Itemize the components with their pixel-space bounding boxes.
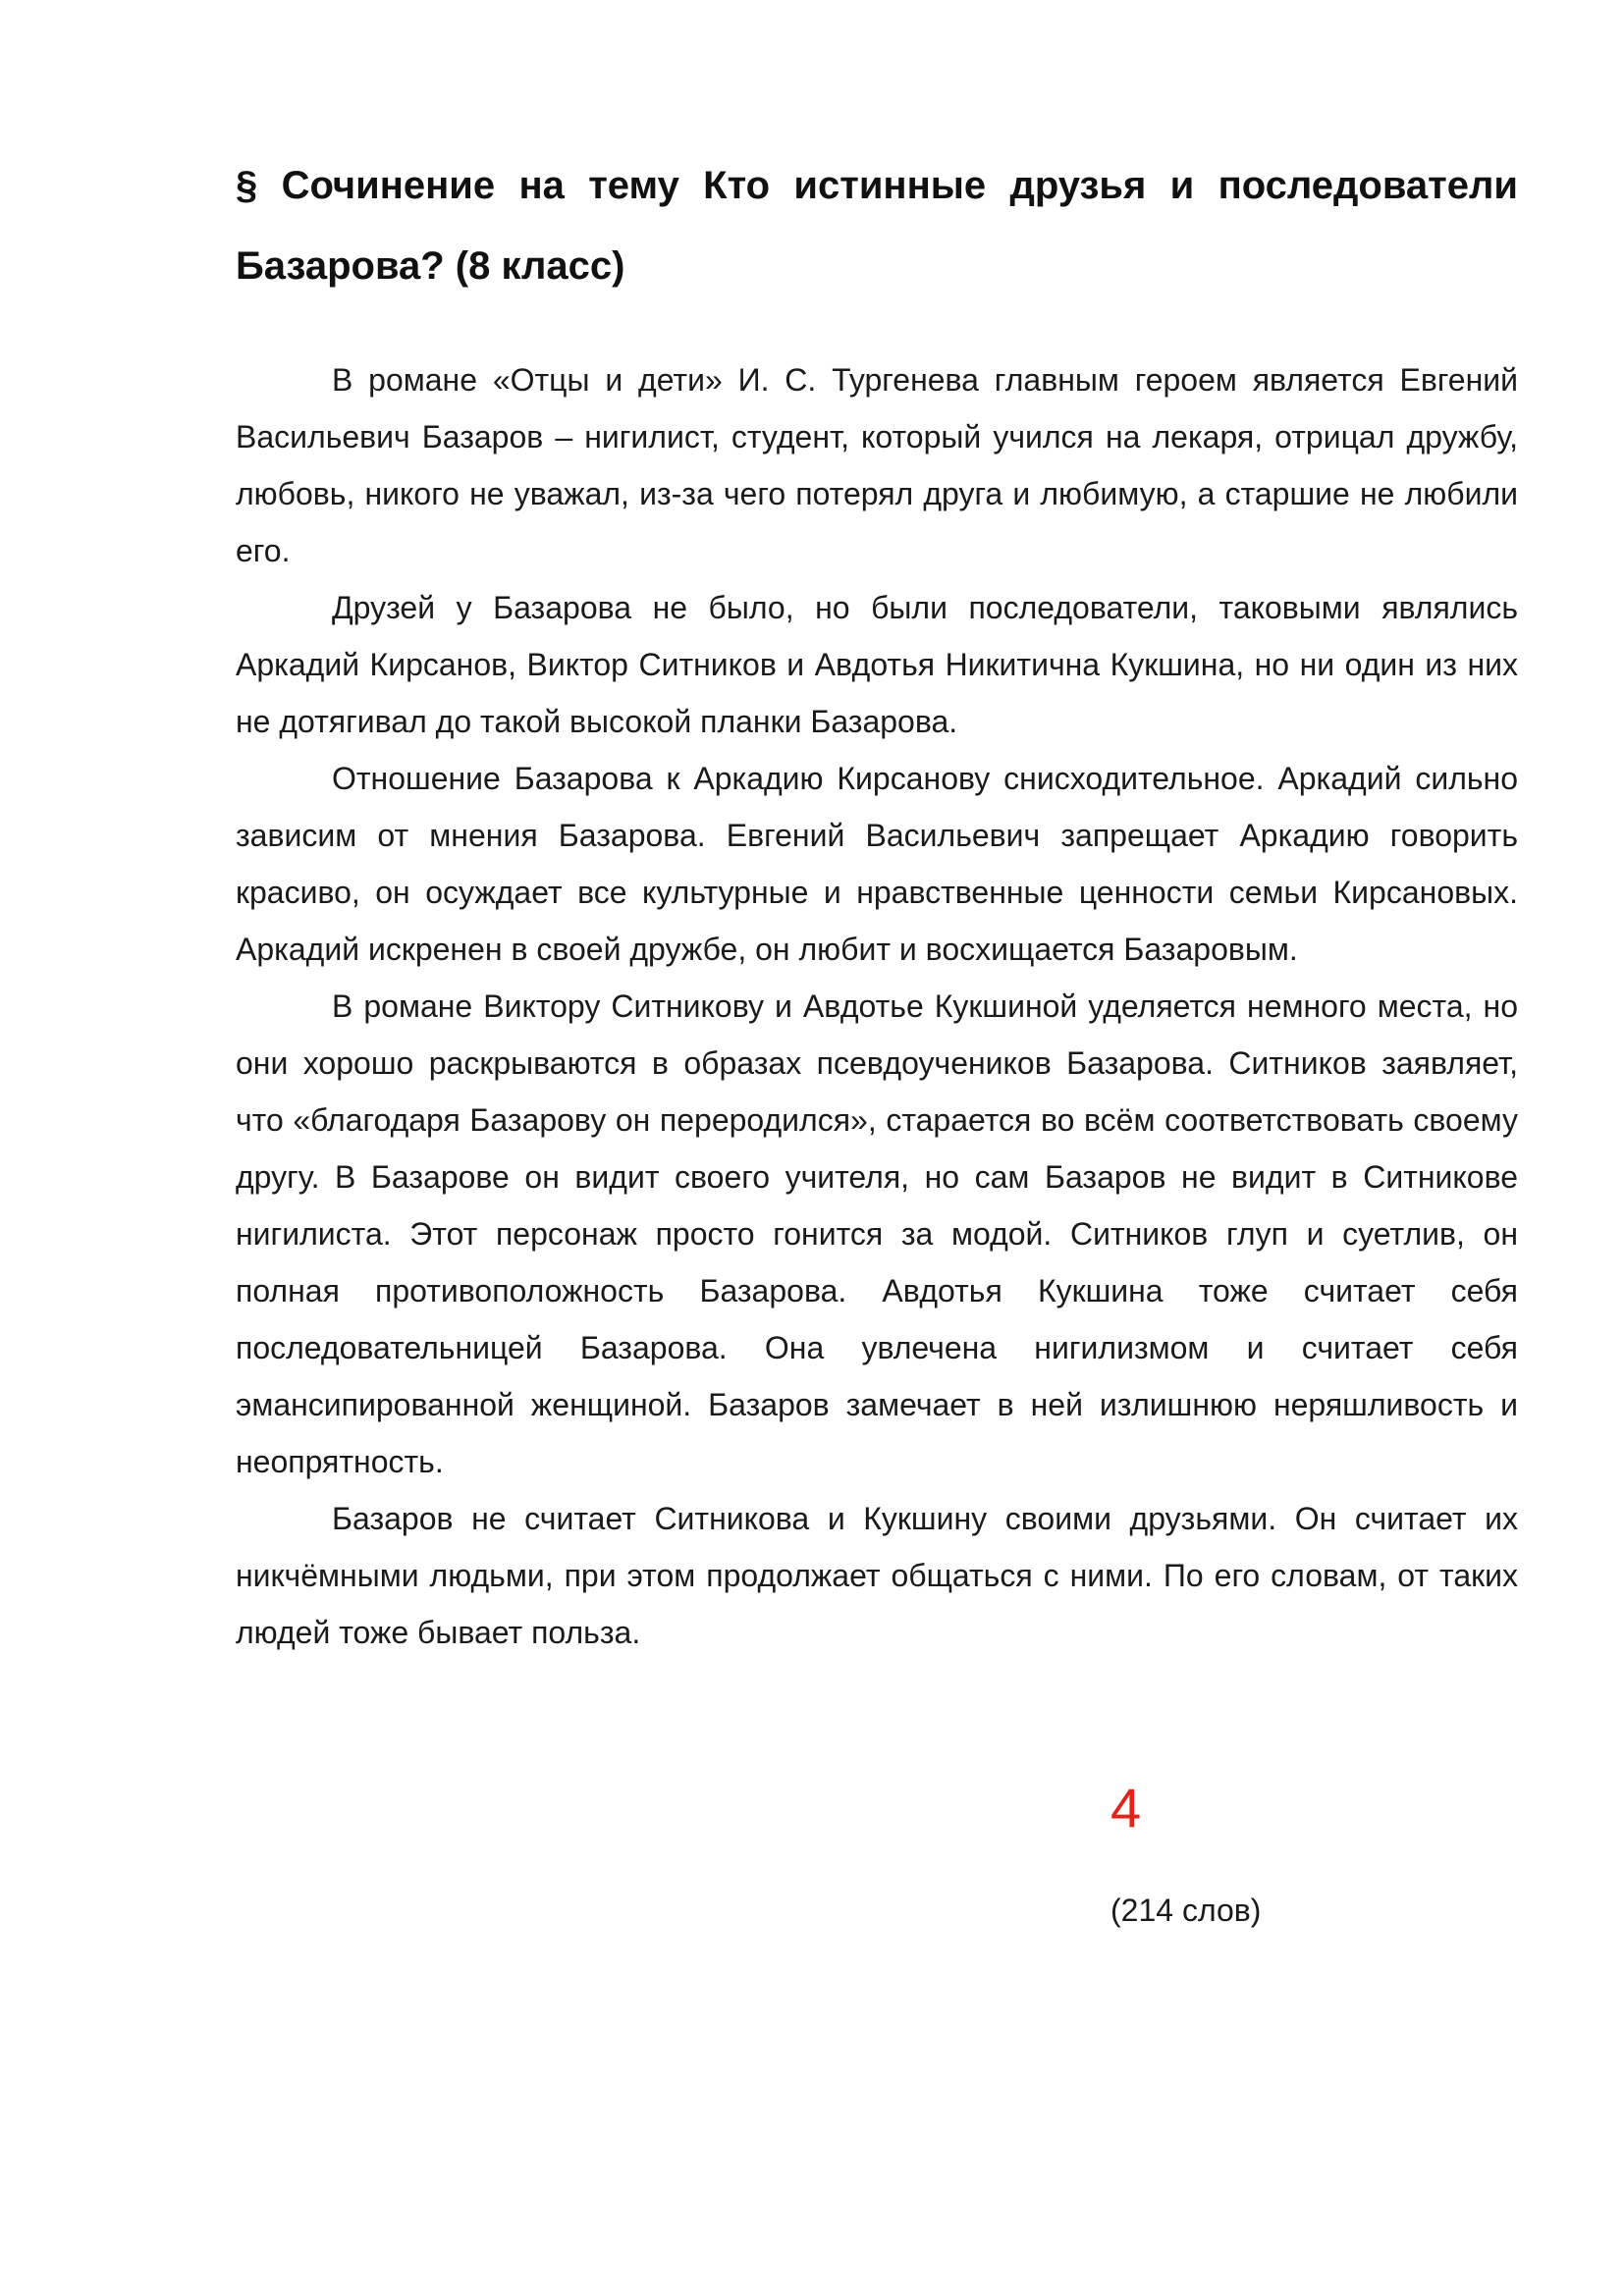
paragraph-5: Базаров не считает Ситникова и Кукшину своими друзьями. Он считает их никчёмными людьми, при этом продолжает общаться с ними. По его словам, от таких людей тоже бывает польза.: [236, 1501, 1518, 1650]
essay-body: [236, 351, 1518, 1661]
paragraph-2: Друзей у Базарова не было, но были последователи, таковыми являлись Аркадий Кирсанов, Виктор Ситников и Авдотья Никитична Кукшина, но ни один из них не дотягивал до такой высокой планки Базарова.: [236, 590, 1518, 739]
grade-mark: 4: [1110, 1777, 1142, 1839]
essay-content: [236, 145, 1518, 1661]
word-count: (214 слов): [1110, 1893, 1262, 1928]
paragraph-1: В романе «Отцы и дети» И. С. Тургенева главным героем является Евгений Васильевич Базаров – нигилист, студент, который учился на лекаря, отрицал дружбу, любовь, никого не уважал, из-за чего потерял друга и любимую, а старшие не любили его.: [236, 362, 1518, 568]
paragraph-4: В романе Виктору Ситникову и Авдотье Кукшиной уделяется немного места, но они хорошо раскрываются в образах псевдоучеников Базарова. Ситников заявляет, что «благодаря Базарову он переродился», старается во всём соответствовать своему другу. В Базарове он видит своего учителя, но сам Базаров не видит в Ситникове нигилиста. Этот персонаж просто гонится за модой. Ситников глуп и суетлив, он полная противоположность Базарова. Авдотья Кукшина тоже считает себя последовательницей Базарова. Она увлечена нигилизмом и считает себя эмансипированной женщиной. Базаров замечает в ней излишнюю неряшливость и неопрятность.: [236, 988, 1518, 1479]
essay-title: § Сочинение на тему Кто истинные друзья и последователи Базарова? (8 класс): [236, 164, 1518, 288]
paragraph-3: Отношение Базарова к Аркадию Кирсанову снисходительное. Аркадий сильно зависим от мнения Базарова. Евгений Васильевич запрещает Аркадию говорить красиво, он осуждает все культурные и нравственные ценности семьи Кирсановых. Аркадий искренен в своей дружбе, он любит и восхищается Базаровым.: [236, 761, 1518, 967]
